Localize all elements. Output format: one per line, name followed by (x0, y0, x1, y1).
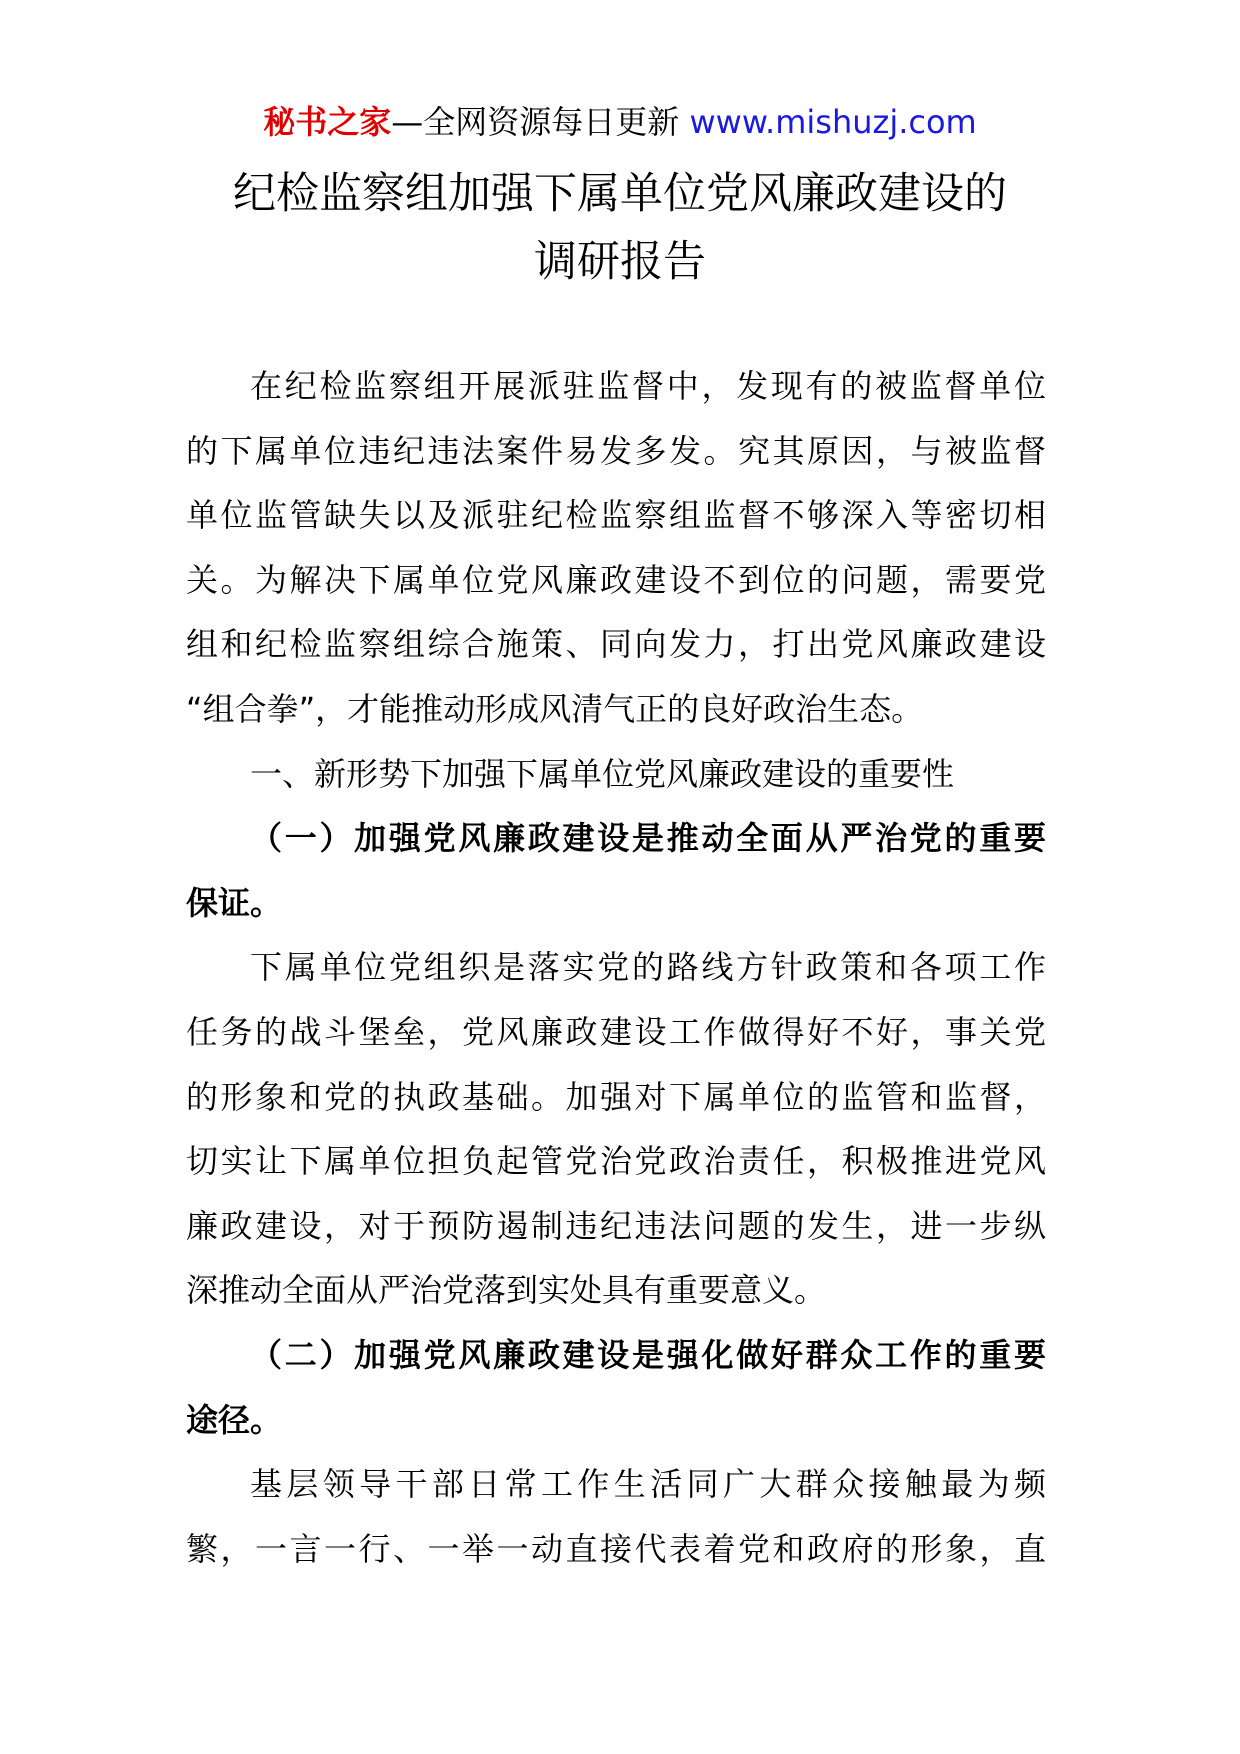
section-heading-1: 一、新形势下加强下属单位党风廉政建设的重要性 (250, 754, 955, 793)
paragraph-1-line: 的下属单位违纪违法案件易发多发。究其原因，与被监督 (186, 431, 1046, 470)
paragraph-3-line: 基层领导干部日常工作生活同广大群众接触最为频 (250, 1465, 1046, 1504)
paragraph-2-line: 任务的战斗堡垒，党风廉政建设工作做得好不好，事关党 (186, 1012, 1046, 1051)
paragraph-1-line: 单位监管缺失以及派驻纪检监察组监督不够深入等密切相 (186, 496, 1046, 535)
document-body (186, 354, 1046, 1581)
paragraph-3-line: 繁，一言一行、一举一动直接代表着党和政府的形象，直 (186, 1529, 1046, 1568)
title-line-2: 调研报告 (534, 237, 706, 287)
document-title (0, 160, 1240, 296)
site-header (0, 102, 1240, 142)
paragraph-1-line: “组合拳”，才能推动形成风清气正的良好政治生态。 (186, 689, 924, 728)
subsection-heading-1-cont: 保证。 (186, 883, 283, 922)
title-line-1: 纪检监察组加强下属单位党风廉政建设的 (233, 169, 1007, 219)
paragraph-2-line: 下属单位党组织是落实党的路线方针政策和各项工作 (250, 948, 1046, 987)
subsection-heading-2-cont: 途径。 (186, 1400, 283, 1439)
site-slogan: —全网资源每日更新 (391, 103, 690, 141)
paragraph-2-line: 切实让下属单位担负起管党治党政治责任，积极推进党风 (186, 1142, 1046, 1181)
paragraph-1-line: 组和纪检监察组综合施策、同向发力，打出党风廉政建设 (186, 625, 1046, 664)
paragraph-2-line: 的形象和党的执政基础。加强对下属单位的监管和监督， (186, 1077, 1046, 1116)
subsection-heading-1: （一）加强党风廉政建设是推动全面从严治党的重要 (250, 819, 1046, 858)
site-url-link[interactable]: www.mishuzj.com (689, 103, 977, 141)
paragraph-2-line: 深推动全面从严治党落到实处具有重要意义。 (186, 1271, 827, 1310)
paragraph-2-line: 廉政建设，对于预防遏制违纪违法问题的发生，进一步纵 (186, 1206, 1046, 1245)
paragraph-1-line: 在纪检监察组开展派驻监督中，发现有的被监督单位 (250, 367, 1046, 405)
site-brand: 秘书之家 (263, 103, 392, 141)
subsection-heading-2: （二）加强党风廉政建设是强化做好群众工作的重要 (250, 1335, 1046, 1374)
paragraph-1-line: 关。为解决下属单位党风廉政建设不到位的问题，需要党 (186, 560, 1046, 599)
